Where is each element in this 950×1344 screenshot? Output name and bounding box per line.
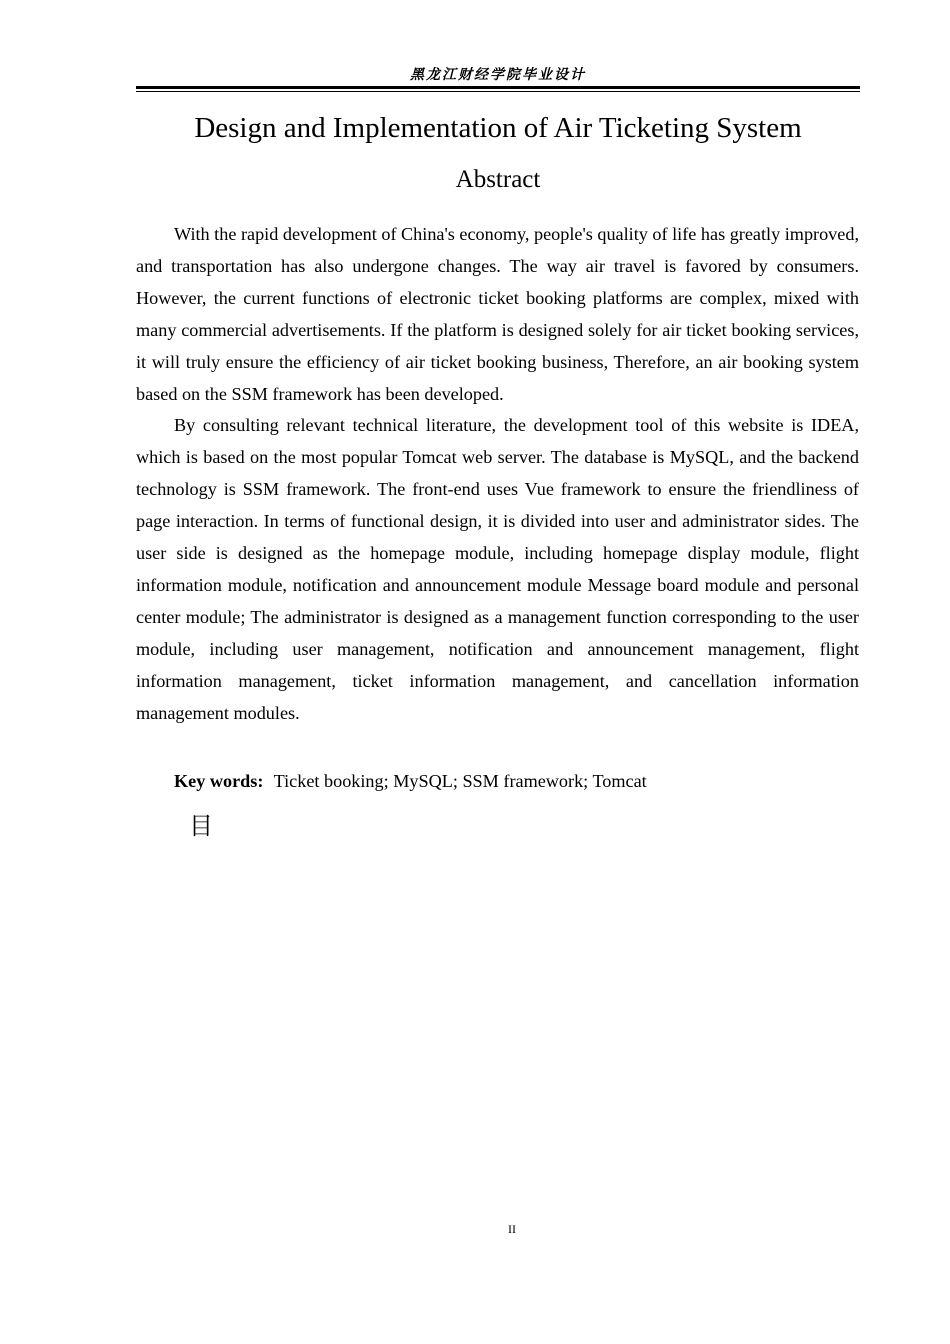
document-title: Design and Implementation of Air Ticketing System [194, 112, 802, 144]
abstract-paragraph-1: With the rapid development of China's economy, people's quality of life has greatly improved, and transportation has also undergone changes. The way air travel is favored by consumers. However, the current functions of electronic ticket booking platforms are complex, mixed with many commercial advertisements. If the platform is designed solely for air ticket booking services, it will truly ensure the efficiency of air ticket booking business, Therefore, an air booking system based on the SSM framework has been developed. [136, 224, 859, 404]
running-header: 黑龙江财经学院毕业设计 [410, 67, 586, 83]
abstract-body [136, 219, 859, 730]
abstract-paragraph-2: By consulting relevant technical literature, the development tool of this website is IDEA, which is based on the most popular Tomcat web server. The database is MySQL, and the backend technology is SSM framework. The front-end uses Vue framework to ensure the friendliness of page interaction. In terms of functional design, it is divided into user and administrator sides. The user side is designed as the homepage module, including homepage display module, flight information module, notification and announcement module Message board module and personal center module; The administrator is designed as a management function corresponding to the user module, including user management, notification and announcement management, flight information management, ticket information management, and cancellation information management modules. [136, 415, 859, 723]
header-rule-thick [136, 86, 860, 89]
keywords-text: Ticket booking; MySQL; SSM framework; Tomcat [273, 771, 647, 791]
toc-heading-fragment: 目 [189, 812, 213, 840]
keywords-label: Key words: [174, 771, 264, 791]
abstract-heading: Abstract [455, 166, 541, 193]
keywords-line [174, 771, 864, 792]
page-number: II [508, 1222, 516, 1236]
header-rule-thin [136, 91, 860, 92]
